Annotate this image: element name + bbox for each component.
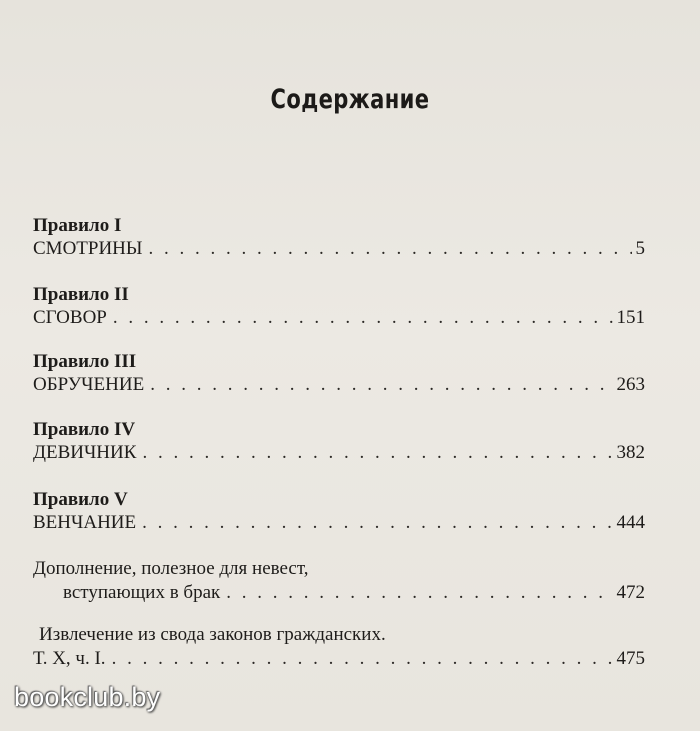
page-number: 263 — [616, 374, 645, 395]
toc-entry-extract — [33, 623, 645, 671]
appendix-title-cont: вступающих в брак — [63, 582, 221, 603]
page-number: 444 — [616, 512, 645, 533]
toc-entry-rule-5 — [33, 489, 645, 535]
toc-entry-rule-2 — [33, 284, 645, 330]
dot-leader — [148, 237, 631, 261]
toc-entry-rule-3 — [33, 351, 645, 397]
dot-leader — [113, 306, 613, 330]
toc-line — [33, 511, 645, 535]
toc-line — [33, 647, 645, 671]
toc-line — [33, 441, 645, 465]
page-number: 151 — [616, 307, 645, 328]
page-number: 382 — [616, 442, 645, 463]
rule-label: Правило IV — [33, 419, 136, 440]
rule-label: Правило I — [33, 215, 122, 236]
extract-title: Извлечение из свода законов гражданских. — [39, 624, 386, 645]
page-title: Содержание — [270, 84, 430, 115]
chapter-name: ВЕНЧАНИЕ — [33, 512, 137, 533]
toc-line — [33, 581, 645, 605]
toc-entry-rule-4 — [33, 419, 645, 465]
dot-leader — [142, 441, 612, 465]
toc-line — [33, 306, 645, 330]
chapter-name: СМОТРИНЫ — [33, 238, 143, 259]
toc-entry-appendix — [33, 557, 645, 605]
toc-line — [33, 237, 645, 261]
rule-label: Правило V — [33, 489, 128, 510]
chapter-name: ОБРУЧЕНИЕ — [33, 374, 145, 395]
dot-leader — [112, 647, 613, 671]
dot-leader — [226, 581, 612, 605]
rule-label: Правило III — [33, 351, 137, 372]
rule-label: Правило II — [33, 284, 129, 305]
appendix-title: Дополнение, полезное для невест, — [33, 558, 309, 579]
watermark: bookclub.by — [14, 682, 161, 712]
dot-leader — [150, 373, 612, 397]
page-number: 475 — [616, 648, 645, 669]
dot-leader — [142, 511, 612, 535]
extract-ref: Т. X, ч. I. — [33, 648, 106, 669]
chapter-name: ДЕВИЧНИК — [33, 442, 137, 463]
chapter-name: СГОВОР — [33, 307, 107, 328]
page-number: 5 — [635, 238, 645, 259]
toc-line — [33, 373, 645, 397]
toc-entry-rule-1 — [33, 215, 645, 261]
page-number: 472 — [616, 582, 645, 603]
